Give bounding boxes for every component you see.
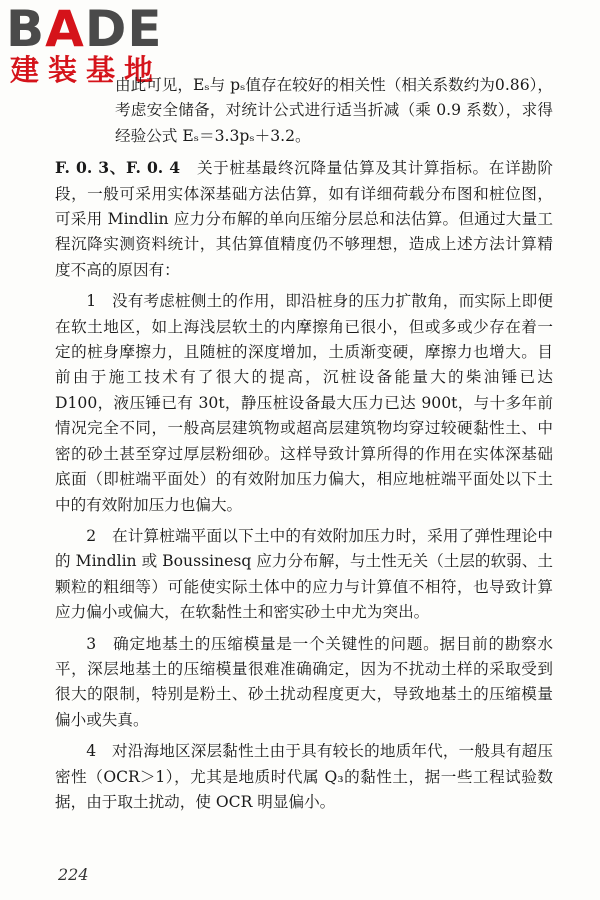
document-body xyxy=(55,73,553,815)
watermark-letter-a: A xyxy=(45,0,85,58)
watermark-brand-text xyxy=(6,2,163,56)
paragraph-intro: 由此可见，Eₛ与 pₛ值存在较好的相关性（相关系数约为0.86），考虑安全储备，对统计公式进行适当折减（乘 0.9 系数），求得经验公式 Eₛ＝3.3pₛ＋3.2。 xyxy=(115,76,554,145)
watermark-letter-b: B xyxy=(6,0,46,58)
watermark-subtitle: 建装基地 xyxy=(10,53,163,87)
section-label: F. 0. 3、F. 0. 4 xyxy=(55,158,181,178)
watermark-letters-de: DE xyxy=(84,0,163,58)
paragraph-item-3: 3 确定地基土的压缩模量是一个关键性的问题。据目前的勘察水平，深层地基土的压缩模量很难准确确定，因为不扰动土样的采取受到很大的限制，特别是粉土、砂土扰动程度更大，导致地基土的压缩模量偏小或失真。 xyxy=(55,634,553,729)
page-number: 224 xyxy=(58,865,89,884)
paragraph-item-1: 1 没有考虑桩侧土的作用，即沿桩身的压力扩散角，而实际上即便在软土地区，如上海浅层软土的内摩擦角已很小，但或多或少存在着一定的桩身摩擦力，且随桩的深度增加，土质渐变硬，摩擦力也增大。目前由于施工技术有了很大的提高，沉桩设备能量大的柴油锤已达 D100，液压锤已有 30t，静压桩设备最大压力已达 900t，与十多年前情况完全不同，一般高层建筑物或超高层建筑物均穿过较硬黏性土、中密的砂土甚至穿过厚层粉细砂。这样导致计算所得的作用在实体深基础底面（即桩端平面处）的有效附加压力偏大，相应地桩端平面处以下土中的有效附加压力也偏大。 xyxy=(55,292,553,514)
paragraph-item-2: 2 在计算桩端平面以下土中的有效附加压力时，采用了弹性理论中的 Mindlin 或 Boussinesq 应力分布解，与土性无关（土层的软弱、土颗粒的粗细等）可能使实际土体中的应力与计算值不相符，也导致计算应力偏小或偏大，在软黏性土和密实砂土中尤为突出。 xyxy=(55,526,553,622)
section-text: 关于桩基最终沉降量估算及其计算指标。在详勘阶段，一般可采用实体深基础方法估算，如有详细荷载分布图和桩位图，可采用 Mindlin 应力分布解的单向压缩分层总和法估算。但通过大量工程沉降实测资料统计，其估算值精度仍不够理想，造成上述方法计算精度不高的原因有： xyxy=(55,159,553,279)
paragraph-section-f03-f04 xyxy=(55,155,553,283)
paragraph-item-4: 4 对沿海地区深层黏性土由于具有较长的地质年代，一般具有超压密性（OCR＞1），尤其是地质时代属 Q₃的黏性土，据一些工程试验数据，由于取土扰动，使 OCR 明显偏小。 xyxy=(55,742,553,811)
